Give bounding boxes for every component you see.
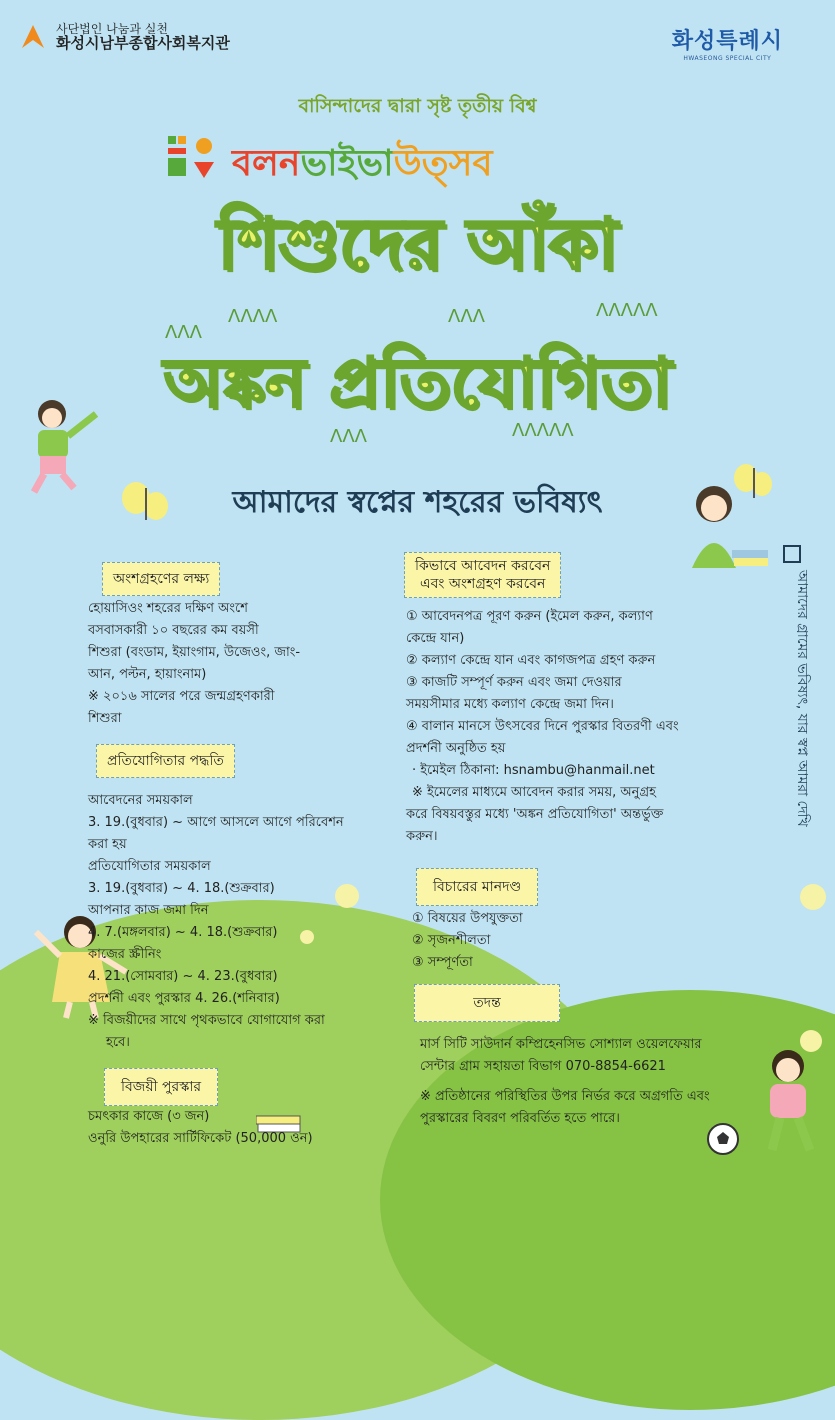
target-line: শিশুরা [88, 711, 122, 726]
apply-line: করুন। [406, 829, 438, 844]
org-line2: 화성시남부종합사회복지관 [56, 34, 230, 52]
contact-line: মার্স সিটি সাউদার্ন কম্প্রিহেনসিভ সোশ্যাল ওয়েলফেয়ার [420, 1037, 702, 1052]
apply-label-line: কিভাবে আবেদন করবেন [415, 558, 551, 574]
criteria-line: ② সৃজনশীলতা [412, 933, 491, 948]
method-line: আপনার কাজ জমা দিন [88, 903, 209, 918]
dot-decoration [800, 884, 826, 910]
grass-icon: ɅɅɅ [165, 322, 202, 343]
apply-label-line: এবং অংশগ্রহণ করবেন [419, 576, 546, 592]
apply-line: ③ কাজটি সম্পূর্ণ করুন এবং জমা দেওয়ার [406, 675, 622, 690]
city-en: HWASEONG SPECIAL CITY [683, 55, 772, 62]
city-logo [672, 24, 783, 62]
subtitle: বাসিন্দাদের দ্বারা সৃষ্ট তৃতীয় বিশ্ব [298, 95, 537, 117]
method-line: প্রতিযোগিতার সময়কাল [88, 859, 211, 874]
apply-label [404, 552, 561, 598]
apply-line: ② কল্যাণ কেন্দ্রে যান এবং কাগজপত্র গ্রহণ করুন [406, 653, 656, 668]
apply-line: করে বিষয়বস্তুর মধ্যে 'অঙ্কন প্রতিযোগিতা' অন্তর্ভুক্ত [406, 807, 664, 822]
festival-part1: বলন [232, 143, 301, 184]
grass-icon: ɅɅɅɅɅ [596, 300, 658, 321]
method-text [88, 790, 398, 1054]
grass-icon: ɅɅɅ [330, 426, 367, 447]
method-line: 3. 19.(বুধবার) ~ 4. 18.(শুক্রবার) [88, 881, 275, 896]
method-line: প্রদর্শনী এবং পুরস্কার 4. 26.(শনিবার) [88, 991, 280, 1006]
apply-line: ① আবেদনপত্র পূরণ করুন (ইমেল করুন, কল্যাণ [406, 609, 653, 624]
apply-line: ④ বালান মানসে উৎসবের দিনে পুরস্কার বিতরণী এবং [406, 719, 679, 734]
festival-part2: ভাইভা [300, 143, 394, 184]
method-line: 3. 19.(বুধবার) ~ আগে আসলে আগে পরিবেশন [88, 815, 344, 830]
contact-line: পুরস্কারের বিবরণ পরিবর্তিত হতে পারে। [420, 1111, 620, 1126]
title-line1: শিশুদের আঁকা [217, 203, 618, 285]
apply-line: সময়সীমার মধ্যে কল্যাণ কেন্দ্রে জমা দিন। [406, 697, 614, 712]
contact-text [420, 1034, 790, 1130]
apply-line: প্রদর্শনী অনুষ্ঠিত হয় [406, 741, 506, 756]
contact-line: সেন্টার গ্রাম সহায়তা বিভাগ 070-8854-6621 [420, 1059, 666, 1074]
criteria-line: ① বিষয়ের উপযুক্ততা [412, 911, 523, 926]
contact-label: তদন্ত [414, 984, 560, 1022]
target-line: ※ ২০১৬ সালের পরে জন্মগ্রহণকারী [88, 689, 275, 704]
criteria-line: ③ সম্পূর্ণতা [412, 955, 473, 970]
target-text [88, 598, 388, 730]
method-line: 4. 7.(মঙ্গলবার) ~ 4. 18.(শুক্রবার) [88, 925, 278, 940]
org-line1: 사단법인 나눔과 실천 [56, 22, 168, 36]
grass-icon: ɅɅɅɅ [228, 306, 278, 327]
criteria-text [412, 908, 712, 974]
grass-icon: ɅɅɅ [448, 306, 485, 327]
festival-part3: উত্সব [393, 143, 493, 184]
grass-icon: ɅɅɅɅɅ [512, 420, 574, 441]
target-line: শিশুরা (বংডাম, ইয়াংগাম, উজেওং, জাং- [88, 645, 301, 660]
method-line: ※ বিজয়ীদের সাথে পৃথকভাবে যোগাযোগ করা [88, 1013, 325, 1028]
method-line: করা হয় [88, 837, 127, 852]
prize-label: বিজয়ী পুরস্কার [104, 1068, 218, 1106]
tagline: আমাদের স্বপ্নের শহরের ভবিষ্যৎ [232, 485, 603, 520]
festival-name [232, 136, 493, 196]
vertical-slogan: আমাদের গ্রামের ভবিষ্যৎ, যার স্বপ্ন আমরা দেখি [794, 570, 810, 827]
target-line: বসবাসকারী ১০ বছরের কম বয়সী [88, 623, 259, 638]
method-line: 4. 21.(সোমবার) ~ 4. 23.(বুধবার) [88, 969, 278, 984]
vertical-icon [782, 544, 802, 564]
apply-text [406, 606, 776, 848]
org-name [56, 22, 230, 50]
running-girl-icon [22, 396, 102, 496]
sitting-girl-icon [678, 478, 778, 578]
target-line: হোয়াসিওং শহরের দক্ষিণ অংশে [88, 601, 248, 616]
apply-line: ※ ইমেলের মাধ্যমে আবেদন করার সময়, অনুগ্রহ [412, 785, 656, 800]
target-line: আন, পল্টন, হায়াংনাম) [88, 667, 207, 682]
festival-logo-icon [166, 132, 218, 184]
title-line2: অঙ্কন প্রতিযোগিতা [163, 344, 672, 423]
apply-line: কেন্দ্রে যান) [406, 631, 465, 646]
city-name: 화성특례시 [671, 29, 783, 54]
contact-line: ※ প্রতিষ্ঠানের পরিস্থিতির উপর নির্ভর করে অগ্রগতি এবং [420, 1089, 710, 1104]
method-line: হবে। [106, 1035, 130, 1050]
butterfly-icon [118, 480, 174, 526]
method-label: প্রতিযোগিতার পদ্ধতি [96, 744, 235, 778]
prize-line: ওনুরি উপহারের সার্টিফিকেট (50,000 ওন) [88, 1131, 313, 1146]
prize-text [88, 1106, 408, 1150]
method-line: আবেদনের সময়কাল [88, 793, 193, 808]
org-logo-icon [18, 22, 48, 52]
email-line: · ইমেইল ঠিকানা: hsnambu@hanmail.net [412, 763, 655, 778]
prize-line: চমৎকার কাজে (৩ জন) [88, 1109, 210, 1124]
target-label: অংশগ্রহণের লক্ষ্য [102, 562, 220, 596]
criteria-label: বিচারের মানদণ্ড [416, 868, 538, 906]
method-line: কাজের স্ক্রীনিং [88, 947, 162, 962]
